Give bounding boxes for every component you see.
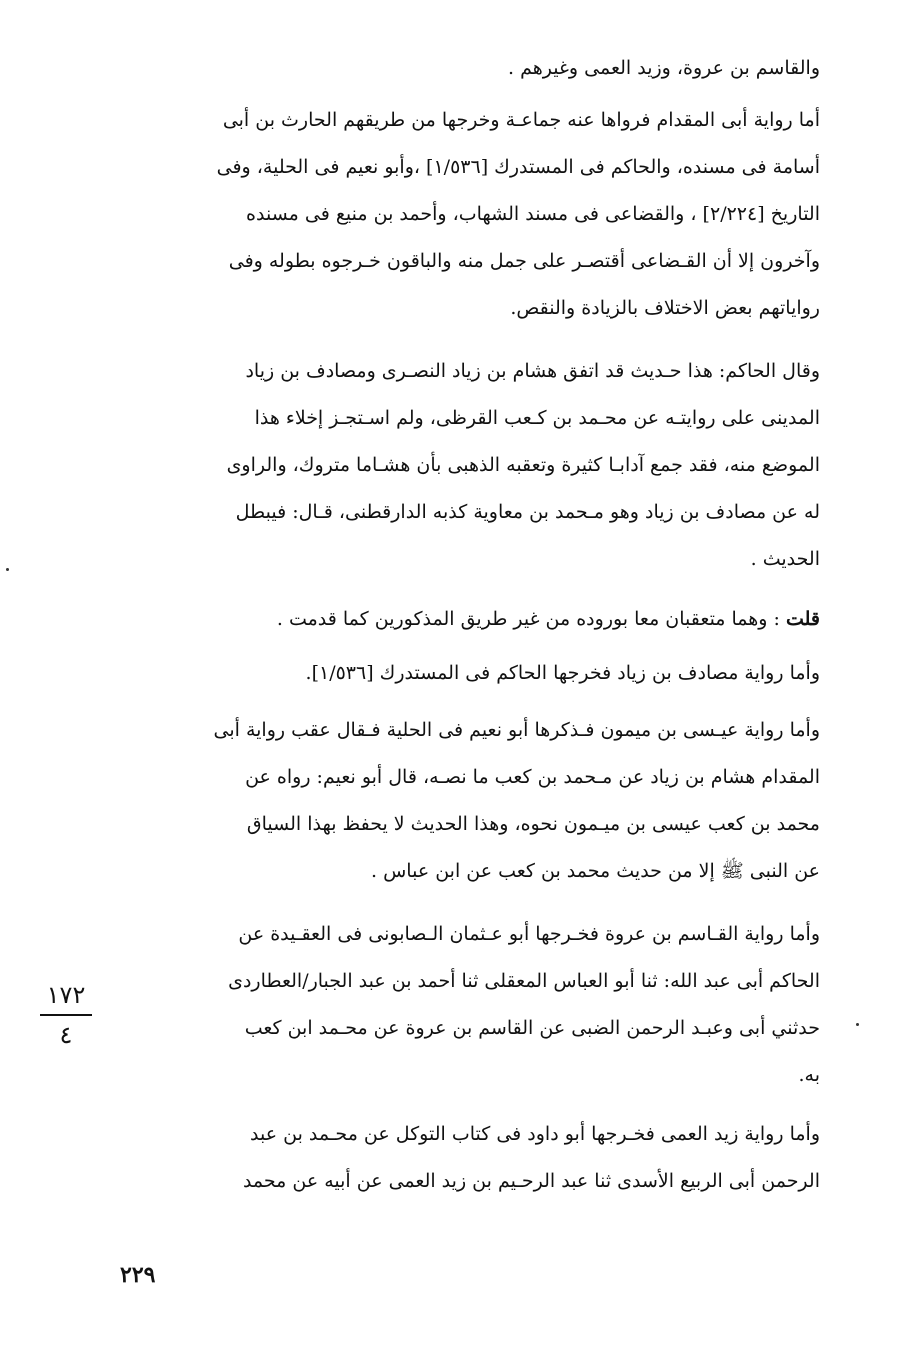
- text-line: المدينى على روايتـه عن محـمد بن كـعب القرظى، ولم اسـتجـز إخلاء هذا: [254, 407, 820, 429]
- text-line: وقال الحاكم: هذا حـديث قد اتفق هشام بن زياد النصـرى ومصادف بن زياد: [245, 360, 820, 382]
- margin-reference: [40, 980, 92, 1050]
- text-line: محمد بن كعب عيسى بن ميـمون نحوه، وهذا الحديث لا يحفظ بهذا السياق: [246, 813, 820, 835]
- text-line: أسامة فى مسنده، والحاكم فى المستدرك [١/٥٣٦] ،وأبو نعيم فى الحلية، وفى: [216, 156, 820, 178]
- text-line: الرحمن أبى الربيع الأسدى ثنا عبد الرحـيم بن زيد العمى عن أبيه عن محمد: [242, 1170, 820, 1192]
- text-line: الحديث .: [750, 548, 820, 570]
- text-line: حدثني أبى وعبـد الرحمن الضبى عن القاسم بن عروة عن محـمد ابن كعب: [244, 1017, 820, 1039]
- paragraph: [100, 707, 820, 895]
- text-line: التاريخ [٢/٢٢٤] ، والقضاعى فى مسند الشهاب، وأحمد بن منيع فى مسنده: [246, 203, 820, 225]
- text-line: وأما رواية زيد العمى فخـرجها أبو داود فى كتاب التوكل عن محـمد بن عبد: [250, 1123, 820, 1145]
- text-line: وآخرون إلا أن القـضاعى أقتصـر على جمل منه والباقون خـرجوه بطوله وفى: [228, 250, 820, 272]
- text-line: وأما رواية مصادف بن زياد فخرجها الحاكم فى المستدرك [١/٥٣٦].: [305, 662, 820, 684]
- paragraph: [100, 911, 820, 1099]
- qult-lead-word: قلت: [785, 608, 820, 630]
- paragraph: [100, 650, 820, 697]
- margin-reference-top: ١٧٢: [46, 981, 86, 1009]
- scan-speck: [856, 1023, 859, 1026]
- text-line: وأما رواية عيـسى بن ميمون فـذكرها أبو نعيم فى الحلية فـقال عقب رواية أبى: [213, 719, 820, 741]
- text-line: الموضع منه، فقد جمع آدابـا كثيرة وتعقبه الذهبى بأن هشـاما متروك، والراوى: [226, 454, 820, 476]
- scan-speck: [6, 568, 9, 571]
- text-line: الحاكم أبى عبد الله: ثنا أبو العباس المعقلى ثنا أحمد بن عبد الجبار/العطاردى: [228, 970, 820, 992]
- text-line: المقدام هشام بن زياد عن مـحمد بن كعب ما نصـه، قال أبو نعيم: رواه عن: [245, 766, 820, 788]
- text-line: عن النبى ﷺ إلا من حديث محمد بن كعب عن ابن عباس .: [371, 860, 820, 882]
- text-line: وأما رواية القـاسم بن عروة فخـرجها أبو عـثمان الـصابونى فى العقـيدة عن: [238, 923, 820, 945]
- text-line: [100, 596, 820, 643]
- text-line: رواياتهم بعض الاختلاف بالزيادة والنقص.: [510, 297, 820, 319]
- paragraph: [100, 348, 820, 583]
- paragraph: [100, 1111, 820, 1205]
- margin-reference-bottom: ٤: [59, 1021, 73, 1049]
- text-line-rest: : وهما متعقبان معا بوروده من غير طريق المذكورين كما قدمت .: [276, 608, 786, 630]
- page-number: ٢٢٩: [120, 1262, 156, 1288]
- text-line: أما رواية أبى المقدام فرواها عنه جماعـة وخرجها من طريقهم الحارث بن أبى: [222, 109, 820, 131]
- text-line: به.: [798, 1064, 820, 1086]
- text-line: والقاسم بن عروة، وزيد العمى وغيرهم .: [508, 57, 820, 79]
- paragraph: [100, 97, 820, 332]
- paragraph: [100, 45, 820, 92]
- margin-reference-rule: [40, 1014, 92, 1016]
- main-text: [100, 0, 820, 1361]
- paragraph: [100, 596, 820, 643]
- text-line: له عن مصادف بن زياد وهو مـحمد بن معاوية كذبه الدارقطنى، قـال: فيبطل: [235, 501, 820, 523]
